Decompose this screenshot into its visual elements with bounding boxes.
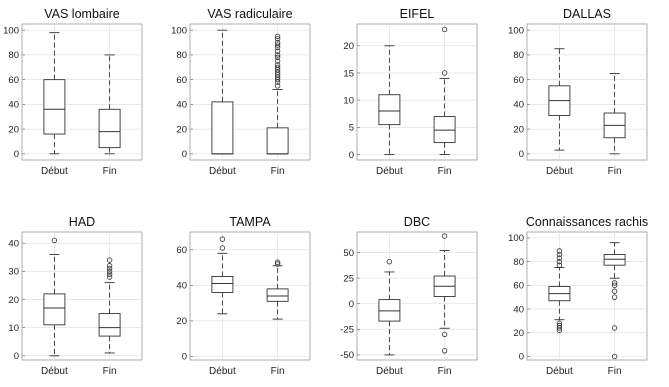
box-iqr (267, 128, 288, 154)
tick-label-y: 15 (343, 68, 354, 80)
tick-label-y: 60 (176, 74, 187, 86)
panel-3 (343, 7, 477, 177)
tick-label-y: 60 (513, 74, 524, 86)
tick-label-y: 20 (8, 124, 19, 136)
plot-area (357, 24, 477, 160)
tick-label-y: 20 (513, 124, 524, 136)
tick-label-y: -25 (340, 324, 354, 336)
tick-label-y: 100 (508, 25, 524, 37)
category-label: Début (376, 366, 403, 377)
tick-label-y: 60 (8, 74, 19, 86)
category-label: Fin (102, 166, 117, 177)
plot-area (527, 232, 647, 360)
tick-label-y: 100 (3, 25, 19, 37)
tick-label-y: 0 (348, 298, 354, 310)
category-label: Début (546, 166, 573, 177)
category-label: Fin (437, 166, 452, 177)
tick-label-y: 20 (176, 316, 187, 328)
tick-label-y: 10 (8, 322, 19, 334)
box-iqr (99, 109, 120, 147)
plot-area (190, 24, 310, 160)
plot-area (527, 24, 647, 160)
tick-label-y: 80 (513, 256, 524, 268)
category-label: Fin (270, 166, 285, 177)
panel-title: Connaissances rachis (525, 215, 649, 229)
box-iqr (379, 300, 400, 322)
tick-label-y: 25 (343, 273, 354, 285)
box-iqr (604, 255, 625, 266)
tick-label-y: 80 (8, 50, 19, 62)
tick-label-y: 0 (518, 351, 524, 363)
plot-area (357, 232, 477, 360)
category-label: Début (546, 366, 573, 377)
category-label: Début (41, 166, 68, 177)
box-iqr (434, 116, 455, 142)
plot-area (22, 24, 142, 160)
tick-label-y: 40 (513, 99, 524, 111)
tick-label-y: 60 (176, 245, 187, 257)
tick-label-y: -50 (340, 350, 354, 362)
tick-label-y: 40 (8, 99, 19, 111)
category-label: Début (41, 366, 68, 377)
plot-area (190, 232, 310, 360)
panel-6 (176, 215, 310, 377)
tick-label-y: 100 (171, 25, 187, 37)
category-label: Fin (270, 366, 285, 377)
category-label: Fin (607, 366, 622, 377)
box-iqr (267, 289, 288, 301)
box-iqr (212, 276, 233, 292)
panel-title: VAS lombaire (44, 7, 120, 21)
tick-label-y: 5 (348, 122, 354, 134)
tick-label-y: 0 (13, 351, 19, 363)
plot-area (22, 232, 142, 360)
tick-label-y: 20 (8, 294, 19, 306)
tick-label-y: 0 (13, 149, 19, 161)
tick-label-y: 60 (513, 280, 524, 292)
tick-label-y: 20 (513, 328, 524, 340)
box-iqr (99, 314, 120, 337)
panel-title: HAD (68, 215, 96, 229)
panel-5 (8, 215, 142, 377)
panel-title: DALLAS (563, 7, 611, 21)
panel-title: TAMPA (229, 215, 271, 229)
panel-1 (3, 7, 142, 177)
panel-title: DBC (403, 215, 431, 229)
box-iqr (44, 294, 65, 325)
tick-label-y: 80 (513, 50, 524, 62)
panel-title: VAS radiculaire (207, 7, 293, 21)
tick-label-y: 100 (508, 233, 524, 245)
tick-label-y: 40 (176, 99, 187, 111)
panel-4 (508, 7, 647, 177)
category-label: Début (376, 166, 403, 177)
category-label: Début (209, 166, 236, 177)
category-label: Fin (437, 366, 452, 377)
box-iqr (44, 80, 65, 134)
tick-label-y: 10 (343, 95, 354, 107)
box-iqr (379, 95, 400, 125)
category-label: Début (209, 366, 236, 377)
tick-label-y: 40 (176, 280, 187, 292)
tick-label-y: 30 (8, 266, 19, 278)
tick-label-y: 0 (518, 149, 524, 161)
panel-title: EIFEL (399, 7, 435, 21)
tick-label-y: 40 (513, 304, 524, 316)
tick-label-y: 40 (8, 238, 19, 250)
tick-label-y: 0 (181, 149, 187, 161)
panel-2 (171, 7, 310, 177)
tick-label-y: 0 (181, 351, 187, 363)
category-label: Fin (102, 366, 117, 377)
category-label: Fin (607, 166, 622, 177)
tick-label-y: 80 (176, 50, 187, 62)
tick-label-y: 50 (343, 247, 354, 259)
box-iqr (212, 102, 233, 154)
panel-7 (340, 215, 477, 377)
tick-label-y: 20 (176, 124, 187, 136)
panel-8 (508, 215, 648, 377)
tick-label-y: 0 (348, 149, 354, 161)
tick-label-y: 20 (343, 41, 354, 53)
